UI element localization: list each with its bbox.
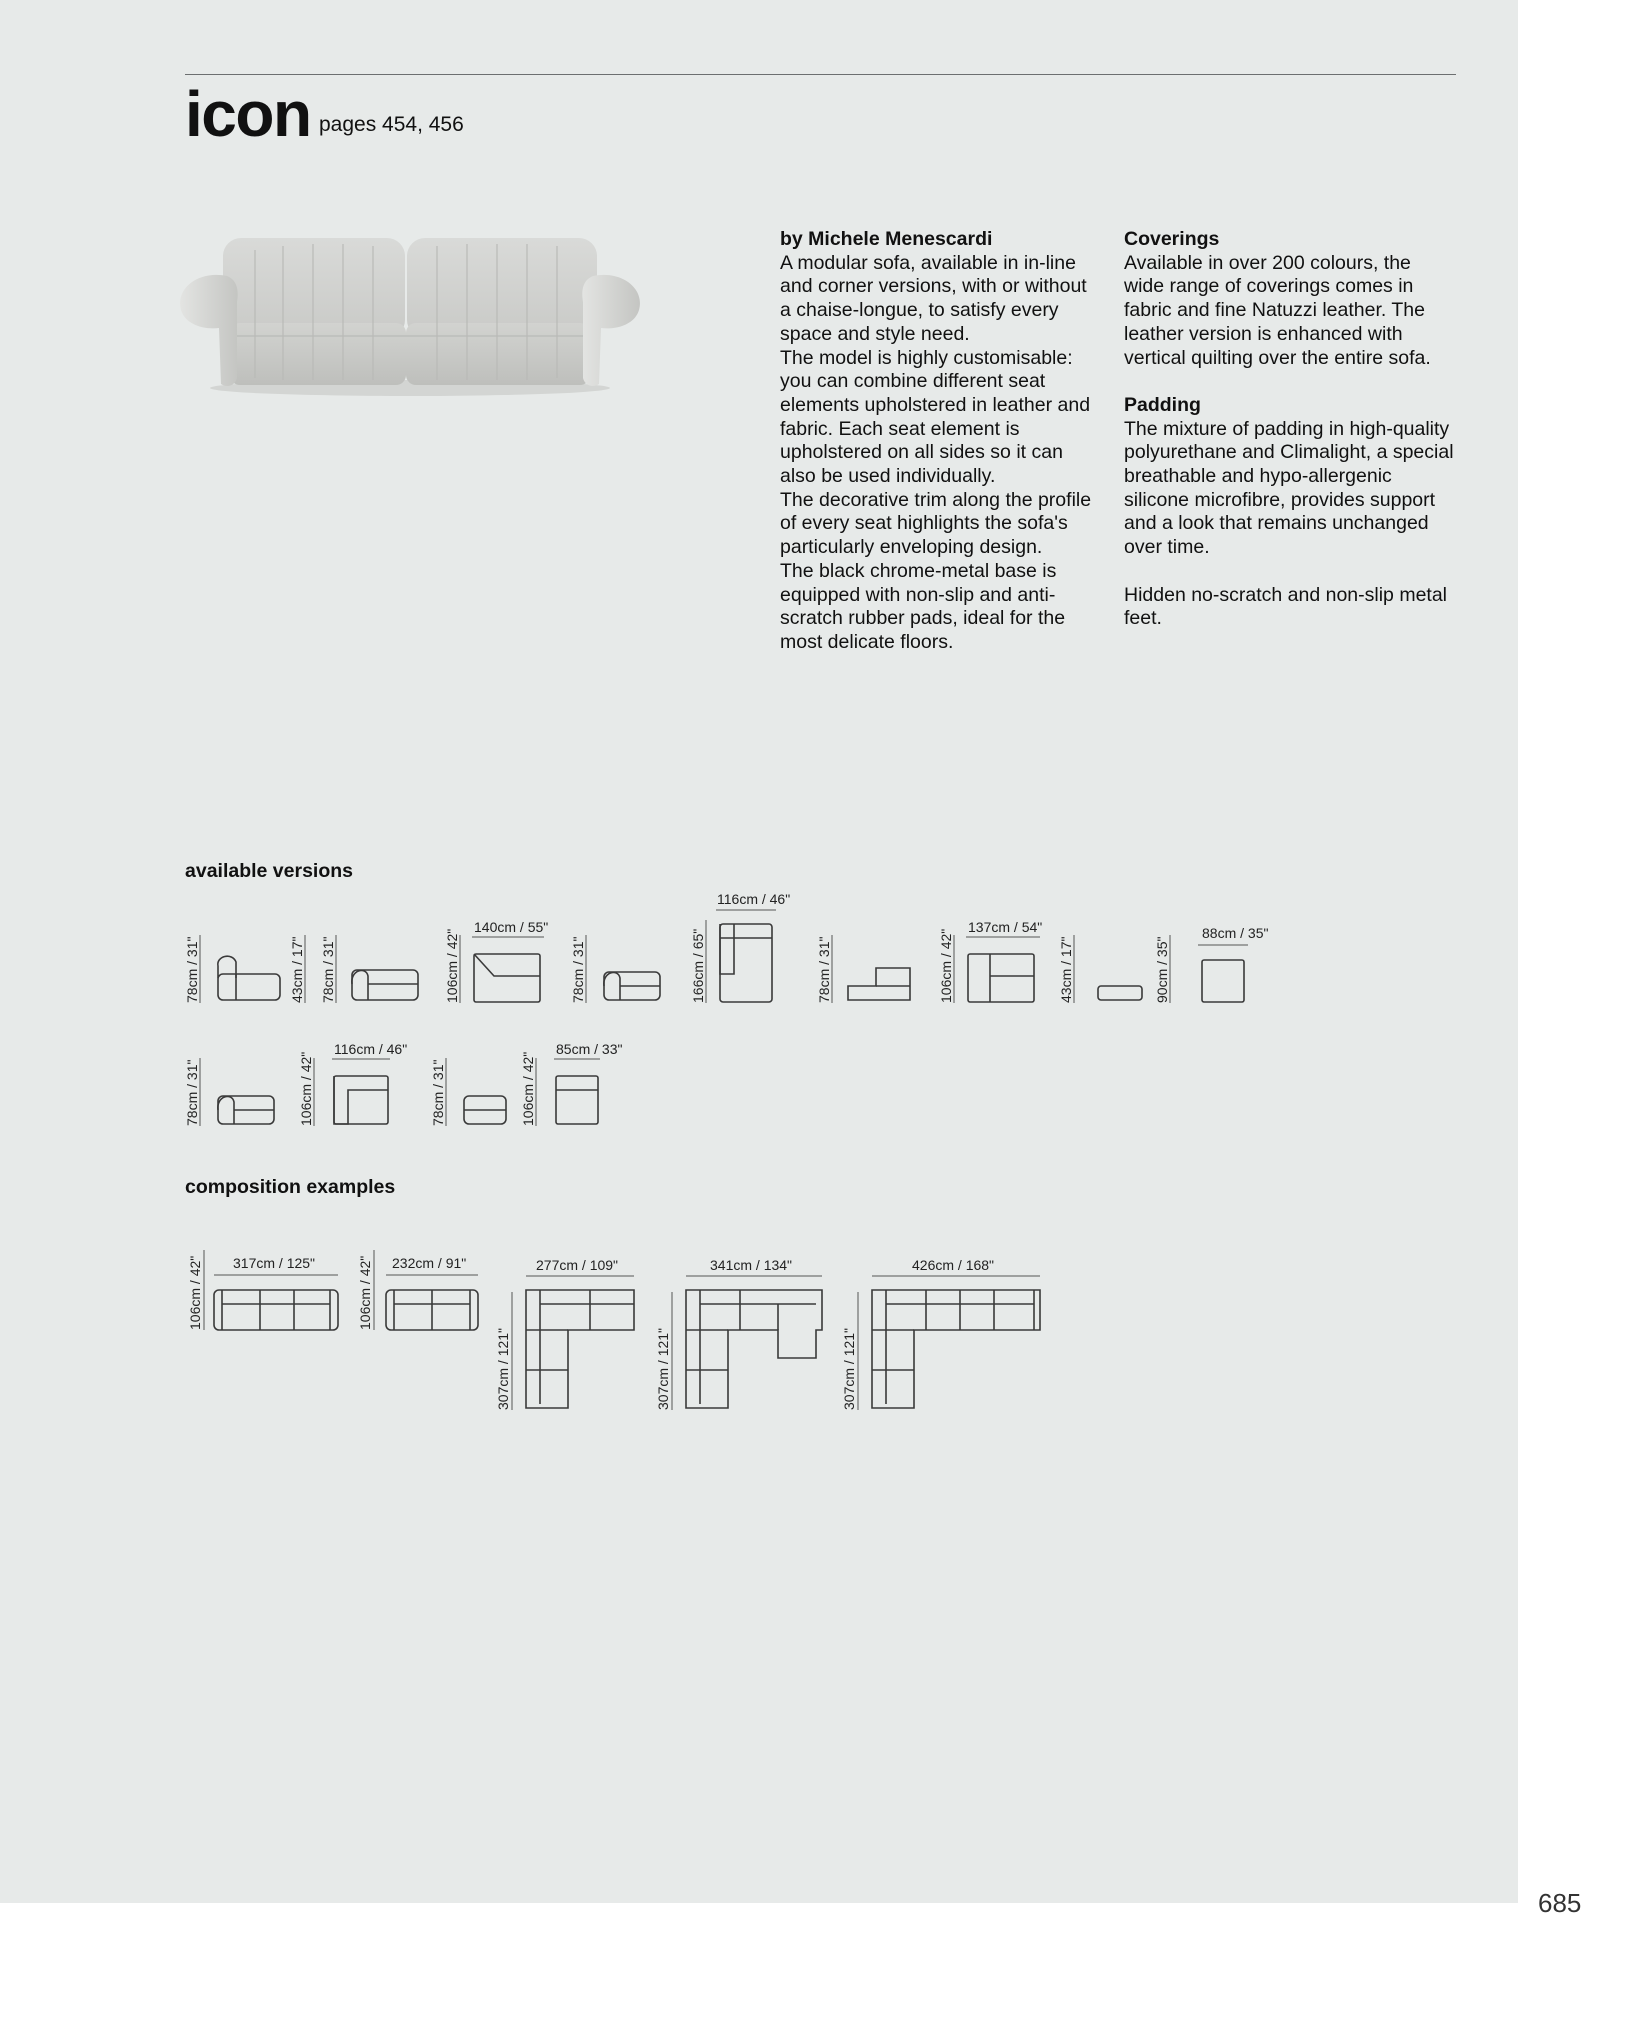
width-dimension: 116cm / 46" (334, 1041, 408, 1057)
height-dimension: 106cm / 42" (187, 1255, 203, 1330)
page-reference: pages 454, 456 (319, 113, 464, 136)
product-title: icon (185, 78, 311, 150)
version-terminal-chaise (816, 935, 910, 1003)
version-arm-element (289, 935, 418, 1003)
version-armchair-arm-left (184, 935, 280, 1003)
height-dimension: 78cm / 31" (184, 936, 200, 1003)
width-dimension: 140cm / 55" (474, 919, 549, 935)
height-dimension: 78cm / 31" (430, 1059, 446, 1126)
height-dimension: 166cm / 65" (690, 928, 706, 1003)
height-dimension: 90cm / 35" (1154, 936, 1170, 1003)
padding-heading: Padding (1124, 393, 1201, 416)
height-dimension: 78cm / 31" (184, 1059, 200, 1126)
height-dimension: 106cm / 42" (298, 1051, 314, 1126)
composition-341 (655, 1257, 822, 1410)
composition-232 (357, 1250, 478, 1330)
description-paragraph: The model is highly customisable: you can combine different seat elements upholstered in leather and fabric. Each seat element is upholstered on all sides so it can also be used individually. (780, 346, 1091, 488)
height-dimension: 106cm / 42" (520, 1051, 536, 1126)
version-pouf-low (1058, 935, 1142, 1003)
coverings-heading: Coverings (1124, 228, 1220, 250)
composition-examples-label: composition examples (185, 1176, 396, 1198)
available-versions-label: available versions (185, 860, 354, 882)
height-dimension: 43cm / 17" (289, 936, 305, 1003)
height-dimension: 307cm / 121" (495, 1327, 511, 1410)
page-number: 685 (1538, 1888, 1582, 1918)
width-dimension: 88cm / 35" (1202, 925, 1269, 941)
coverings-text: Available in over 200 colours, the wide range of coverings comes in fabric and fine Natuzzi leather. The leather version is enhanced with vertical quilting over the entire sofa. (1124, 251, 1431, 369)
designer-credit: by Michele Menescardi (780, 228, 993, 250)
width-dimension: 232cm / 91" (392, 1255, 467, 1271)
height-dimension: 307cm / 121" (841, 1327, 857, 1410)
width-dimension: 341cm / 134" (710, 1257, 793, 1273)
version-armchair-right (184, 1058, 274, 1126)
width-dimension: 85cm / 33" (556, 1041, 623, 1057)
width-dimension: 137cm / 54" (968, 919, 1043, 935)
height-dimension: 106cm / 42" (938, 928, 954, 1003)
height-dimension: 78cm / 31" (570, 936, 586, 1003)
height-dimension: 43cm / 17" (1058, 936, 1074, 1003)
version-armless-seat (570, 935, 660, 1003)
version-pouf-square (1154, 925, 1268, 1003)
padding-text: The mixture of padding in high-quality polyurethane and Climalight, a special breathable and hypo-allergenic silicone microfibre, provides support and a look that remains unchanged over time. (1124, 417, 1454, 559)
version-armless-small (430, 1058, 506, 1126)
composition-317 (187, 1250, 338, 1330)
height-dimension: 307cm / 121" (655, 1327, 671, 1410)
width-dimension: 277cm / 109" (536, 1257, 619, 1273)
composition-426 (841, 1257, 1040, 1410)
version-central-85 (520, 1041, 622, 1126)
description-paragraph: The black chrome-metal base is equipped with non-slip and anti-scratch rubber pads, ideal for the most delicate floors. (780, 559, 1066, 653)
height-dimension: 106cm / 42" (357, 1255, 373, 1330)
version-chaise-longue (690, 891, 790, 1003)
height-dimension: 106cm / 42" (444, 928, 460, 1003)
version-corner-137 (938, 919, 1042, 1003)
version-corner-140 (444, 919, 548, 1003)
description-paragraph: The decorative trim along the profile of every seat highlights the sofa's particularly enveloping design. (780, 488, 1092, 559)
height-dimension: 78cm / 31" (320, 936, 336, 1003)
width-dimension: 426cm / 168" (912, 1257, 995, 1273)
height-dimension: 78cm / 31" (816, 936, 832, 1003)
width-dimension: 116cm / 46" (717, 891, 791, 907)
feet-text: Hidden no-scratch and non-slip metal feet. (1124, 583, 1448, 630)
width-dimension: 317cm / 125" (233, 1255, 316, 1271)
composition-277 (495, 1257, 634, 1410)
description-paragraph: A modular sofa, available in in-line and corner versions, with or without a chaise-longue, to satisfy every space and style need. (780, 251, 1087, 345)
version-corner-116 (298, 1041, 407, 1126)
